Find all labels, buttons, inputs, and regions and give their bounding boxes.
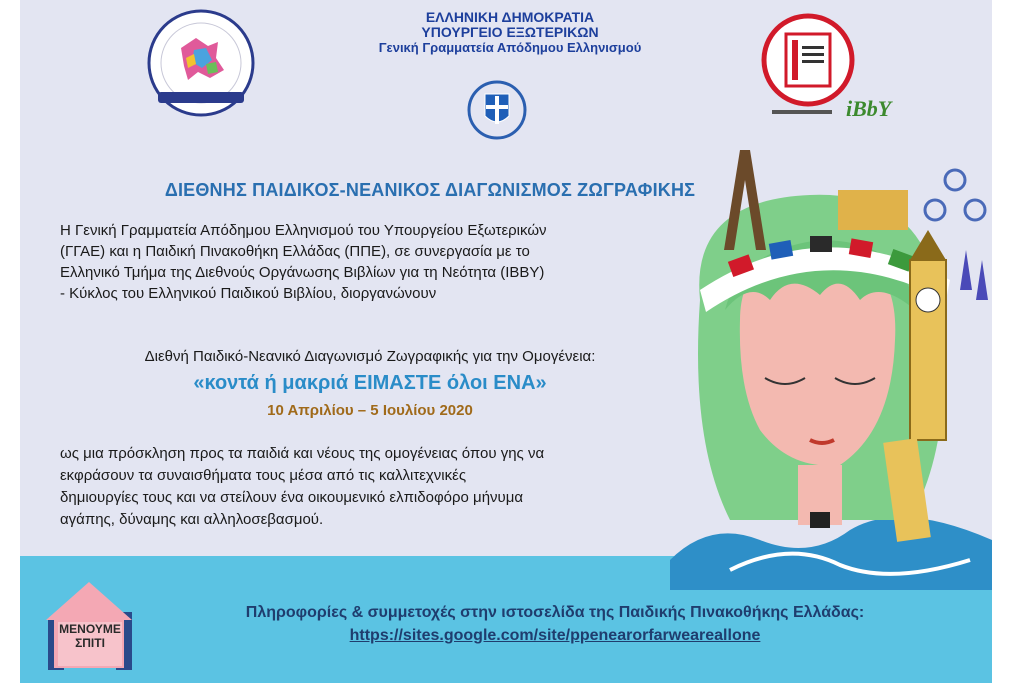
stay-home-label — [54, 622, 126, 650]
paidiki-pinakothiki-logo — [146, 8, 256, 118]
intro-paragraph — [60, 220, 645, 304]
page-title: ΔΙΕΘΝΗΣ ΠΑΙΔΙΚΟΣ-ΝΕΑΝΙΚΟΣ ΔΙΑΓΩΝΙΣΜΟΣ ΖΩΓΡΑΦΙΚΗΣ — [164, 180, 696, 200]
body-line: αγάπης, δύναμης και αλληλοσεβασμού. — [60, 511, 324, 528]
competition-subtitle: Διεθνή Παιδικό-Νεανικό Διαγωνισμό Ζωγραφικής για την Ομογένεια: — [144, 348, 596, 365]
intro-line: - Κύκλος του Ελληνικού Παιδικού Βιβλίου, διοργανώνουν — [60, 285, 437, 302]
competition-link[interactable]: https://sites.google.com/site/ppenearorfarweareallone — [349, 627, 761, 644]
gov-line-2: ΥΠΟΥΡΓΕΙΟ ΕΞΩΤΕΡΙΚΩΝ — [421, 24, 599, 40]
greek-coat-of-arms-icon — [467, 76, 527, 140]
government-header — [350, 10, 670, 40]
body-line: εκφράσουν τα συναισθήματα τους μέσα από τις καλλιτεχνικές — [60, 467, 467, 484]
footer-info: Πληροφορίες & συμμετοχές στην ιστοσελίδα της Παιδικής Πινακοθήκης Ελλάδας: — [245, 604, 865, 621]
kyklos-ibby-logo — [760, 10, 900, 125]
stay-home-line-2: ΣΠΙΤΙ — [75, 636, 105, 650]
intro-line: Η Γενική Γραμματεία Απόδημου Ελληνισμού του Υπουργείου Εξωτερικών — [60, 222, 547, 239]
intro-line: (ΓΓΑΕ) και η Παιδική Πινακοθήκη Ελλάδας (ΠΠΕ), σε συνεργασία με το — [60, 243, 530, 260]
competition-dates: 10 Απριλίου – 5 Ιουλίου 2020 — [267, 402, 473, 419]
intro-line: Ελληνικό Τμήμα της Διεθνούς Οργάνωσης Βιβλίων για τη Νεότητα (IBBY) — [60, 264, 545, 281]
gov-secretariat: Γενική Γραμματεία Απόδημου Ελληνισμού — [378, 40, 642, 55]
stay-home-line-1: ΜΕΝΟΥΜΕ — [59, 622, 121, 636]
body-line: ως μια πρόσκληση προς τα παιδιά και νέους της ομογένειας όπου γης να — [60, 445, 545, 462]
invitation-paragraph — [60, 443, 645, 531]
competition-motto: «κοντά ή μακριά ΕΙΜΑΣΤΕ όλοι ΕΝΑ» — [193, 372, 547, 394]
gov-line-1: ΕΛΛΗΝΙΚΗ ΔΗΜΟΚΡΑΤΙΑ — [425, 9, 595, 25]
poster — [20, 0, 992, 683]
body-line: δημιουργίες τους και να στείλουν ένα οικουμενικό ελπιδοφόρο μήνυμα — [60, 489, 524, 506]
girl-landmarks-illustration — [670, 140, 992, 590]
svg-text:iBbY: iBbY — [846, 96, 892, 121]
